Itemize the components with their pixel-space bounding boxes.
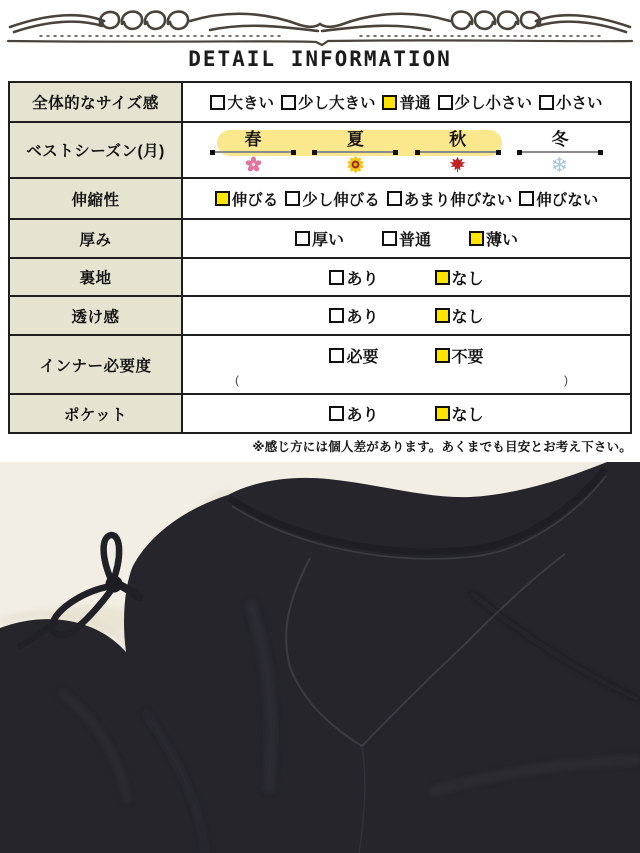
row-label: ポケット (10, 395, 183, 432)
option-label: なし (451, 309, 484, 326)
season-name: 秋 (449, 129, 467, 149)
option-label: 少し大きい (297, 95, 376, 112)
row-label: 全体的なサイズ感 (10, 83, 183, 121)
option-unchecked (210, 91, 274, 113)
row-value (183, 220, 630, 257)
season-bracket (316, 151, 394, 153)
option-unchecked (382, 227, 431, 250)
option-label: 大きい (227, 95, 274, 112)
season-highlighted (414, 129, 502, 173)
checkbox-unchecked-icon (539, 95, 554, 110)
row-label: 透け感 (10, 297, 183, 334)
checkbox-unchecked-icon (210, 95, 225, 110)
detail-table (8, 81, 632, 434)
inner-note-brackets (183, 374, 630, 386)
row-value (183, 259, 630, 295)
option-label: 小さい (556, 95, 603, 112)
option-unchecked (539, 91, 603, 113)
row-value (183, 395, 630, 432)
season-bracket (214, 151, 292, 153)
option-label: 普通 (399, 95, 431, 112)
option-unchecked (295, 227, 344, 250)
table-row (10, 179, 630, 220)
option-label: なし (451, 270, 484, 288)
option-checked (435, 266, 484, 289)
checkbox-checked-icon (469, 231, 484, 246)
option-label: 伸びる (231, 191, 279, 209)
checkbox-unchecked-icon (329, 308, 344, 323)
option-label: 伸びない (536, 191, 599, 209)
checkbox-checked-icon (435, 270, 450, 285)
option-label: 薄い (486, 232, 519, 249)
season-name: 春 (244, 129, 262, 149)
option-unchecked (329, 402, 378, 425)
checkbox-unchecked-icon (519, 191, 534, 206)
table-row (10, 297, 630, 336)
cherry-blossom-icon (245, 156, 262, 173)
table-row (10, 220, 630, 259)
option-checked (382, 91, 430, 113)
checkbox-unchecked-icon (438, 95, 453, 110)
row-label: 厚み (10, 220, 183, 257)
option-label: 不要 (451, 348, 484, 366)
decorative-swirl-border (0, 3, 640, 49)
row-label: ベストシーズン(月) (10, 123, 183, 177)
option-unchecked (329, 344, 378, 367)
option-label: 少し伸びる (302, 191, 380, 209)
options-line (329, 344, 483, 367)
options-line (295, 227, 518, 250)
product-photo (0, 462, 640, 853)
checkbox-unchecked-icon (295, 231, 310, 246)
row-value (183, 297, 630, 334)
option-unchecked (438, 91, 533, 113)
option-label: 普通 (398, 232, 431, 249)
checkbox-unchecked-icon (382, 231, 397, 246)
row-label: 裏地 (10, 259, 183, 295)
option-label: 必要 (346, 348, 379, 366)
table-row (10, 336, 630, 395)
row-label: インナー必要度 (10, 336, 183, 393)
snowflake-icon (551, 156, 568, 173)
row-label: 伸縮性 (10, 179, 183, 218)
option-checked (469, 227, 518, 250)
checkbox-unchecked-icon (281, 95, 296, 110)
footnote: ※感じ方には個人差があります。あくまでも目安とお考え下さい。 (252, 440, 632, 454)
options-line (329, 402, 483, 425)
option-checked (435, 344, 484, 367)
season-name: 夏 (346, 129, 364, 149)
checkbox-checked-icon (382, 95, 397, 110)
option-unchecked (329, 304, 378, 327)
options-line (210, 91, 602, 113)
option-unchecked (281, 91, 376, 113)
page-title: DETAIL INFORMATION (188, 47, 452, 71)
option-checked (435, 402, 484, 425)
option-label: 少し小さい (454, 95, 533, 112)
row-value (183, 336, 630, 393)
season-bracket (521, 151, 599, 153)
table-row (10, 259, 630, 297)
row-value (183, 123, 630, 177)
options-line (329, 304, 483, 327)
option-label: あり (346, 309, 379, 326)
season-name: 冬 (551, 129, 569, 149)
season-bracket (419, 151, 497, 153)
checkbox-checked-icon (215, 191, 230, 206)
option-label: なし (451, 407, 484, 424)
option-label: あり (346, 407, 379, 424)
season-normal (516, 129, 604, 173)
options-line (215, 188, 599, 210)
row-value (183, 179, 630, 218)
maple-leaf-icon (449, 156, 466, 173)
checkbox-checked-icon (435, 406, 450, 421)
option-checked (435, 304, 484, 327)
row-value (183, 83, 630, 121)
checkbox-checked-icon (435, 308, 450, 323)
checkbox-unchecked-icon (285, 191, 300, 206)
option-unchecked (329, 266, 378, 289)
option-unchecked (285, 188, 380, 210)
season-highlighted (311, 129, 399, 173)
options-line (329, 266, 483, 289)
table-row (10, 123, 630, 179)
checkbox-unchecked-icon (329, 406, 344, 421)
checkbox-checked-icon (435, 348, 450, 363)
sunflower-icon (347, 156, 364, 173)
checkbox-unchecked-icon (387, 191, 402, 206)
option-label: あまり伸びない (403, 191, 513, 209)
table-row (10, 395, 630, 432)
option-label: あり (346, 270, 379, 288)
table-row (10, 83, 630, 123)
checkbox-unchecked-icon (329, 270, 344, 285)
season-highlighted (209, 129, 297, 173)
checkbox-unchecked-icon (329, 348, 344, 363)
option-label: 厚い (311, 232, 344, 249)
option-unchecked (519, 188, 598, 210)
option-checked (215, 188, 279, 210)
bracket-close: ) (564, 372, 568, 387)
option-unchecked (387, 188, 513, 210)
bracket-open: ( (235, 372, 239, 387)
